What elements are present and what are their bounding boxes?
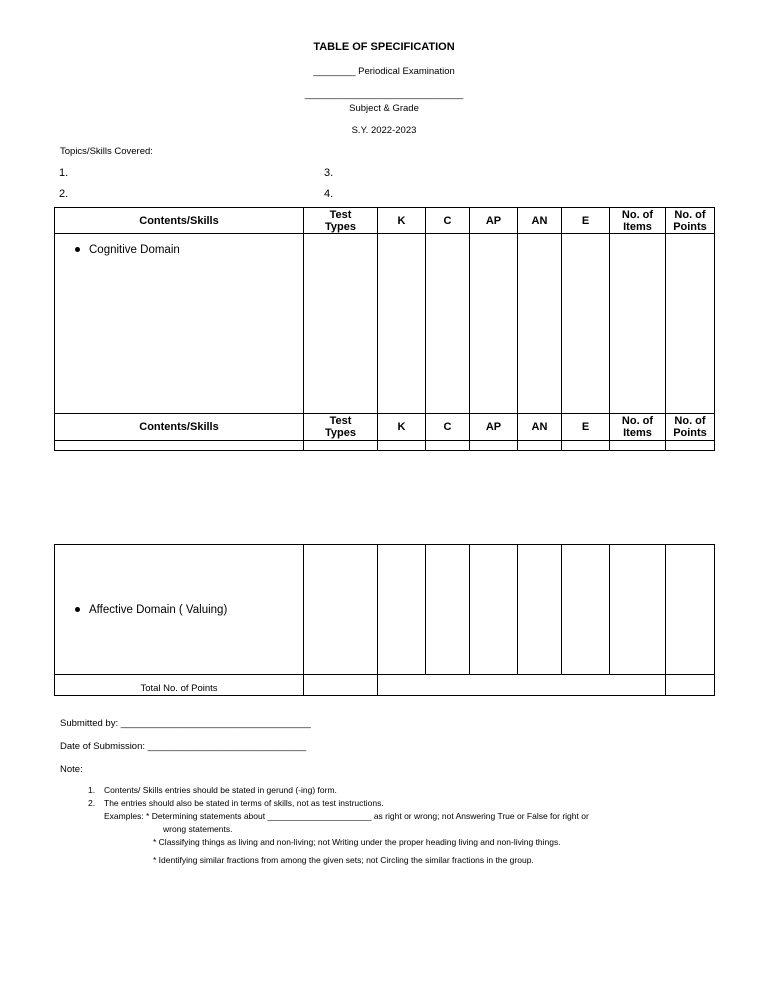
header-c: C <box>426 208 470 234</box>
submitted-by: Submitted by: ____________________________________ <box>60 718 311 729</box>
page-title: TABLE OF SPECIFICATION <box>313 41 455 53</box>
total-label: Total No. of Points <box>55 675 304 696</box>
cognitive-domain-label: Cognitive Domain <box>89 244 180 256</box>
header-e: E <box>562 414 610 441</box>
note-1-number: 1. <box>88 785 96 795</box>
header-ap: AP <box>470 414 518 441</box>
header-items: No. of Items <box>610 208 666 234</box>
subject-blank: ______________________________ <box>304 89 464 100</box>
note-1: Contents/ Skills entries should be stated in gerund (-ing) form. <box>104 785 337 795</box>
example-1a: Examples: * Determining statements about ______________________ as right or wrong; not Answering True or False for right or <box>104 811 589 821</box>
school-year: S.Y. 2022-2023 <box>351 125 417 136</box>
header-contents: Contents/Skills <box>55 414 304 441</box>
topic-4: 4. <box>324 188 334 200</box>
header-items: No. of Items <box>610 414 666 441</box>
header-ap: AP <box>470 208 518 234</box>
example-3: * Identifying similar fractions from among the given sets; not Circling the similar fractions in the group. <box>153 855 534 865</box>
note-label: Note: <box>60 764 83 775</box>
bullet-icon <box>75 607 80 612</box>
table-row <box>55 545 715 675</box>
topic-1: 1. <box>59 167 69 179</box>
header-an: AN <box>518 208 562 234</box>
topic-2: 2. <box>59 188 69 200</box>
header-points: No. of Points <box>666 414 715 441</box>
date-of-submission: Date of Submission: ______________________________ <box>60 741 307 752</box>
header-row <box>55 208 715 234</box>
exam-line: ________ Periodical Examination <box>313 66 455 77</box>
header-k: K <box>378 208 426 234</box>
header-k: K <box>378 414 426 441</box>
table-row <box>55 234 715 414</box>
example-2: * Classifying things as living and non-living; not Writing under the proper heading living and non-living things. <box>153 837 561 847</box>
cognitive-cell <box>55 234 304 414</box>
table-row <box>55 441 715 451</box>
example-1b: wrong statements. <box>163 824 233 834</box>
header-points: No. of Points <box>666 208 715 234</box>
header-test-types: Test Types <box>304 208 378 234</box>
subject-label: Subject & Grade <box>349 103 419 114</box>
header-e: E <box>562 208 610 234</box>
header-c: C <box>426 414 470 441</box>
affective-cell <box>55 545 304 675</box>
note-2: The entries should also be stated in terms of skills, not as test instructions. <box>104 798 384 808</box>
header-an: AN <box>518 414 562 441</box>
header-row-repeat <box>55 414 715 441</box>
header-contents: Contents/Skills <box>55 208 304 234</box>
affective-table <box>54 544 715 696</box>
bullet-icon <box>75 247 80 252</box>
affective-domain-label: Affective Domain ( Valuing) <box>89 603 228 616</box>
note-2-number: 2. <box>88 798 96 808</box>
topics-label: Topics/Skills Covered: <box>60 146 153 157</box>
total-row <box>55 675 715 696</box>
topic-3: 3. <box>324 167 334 179</box>
header-test-types: Test Types <box>304 414 378 441</box>
cognitive-table <box>54 207 715 451</box>
